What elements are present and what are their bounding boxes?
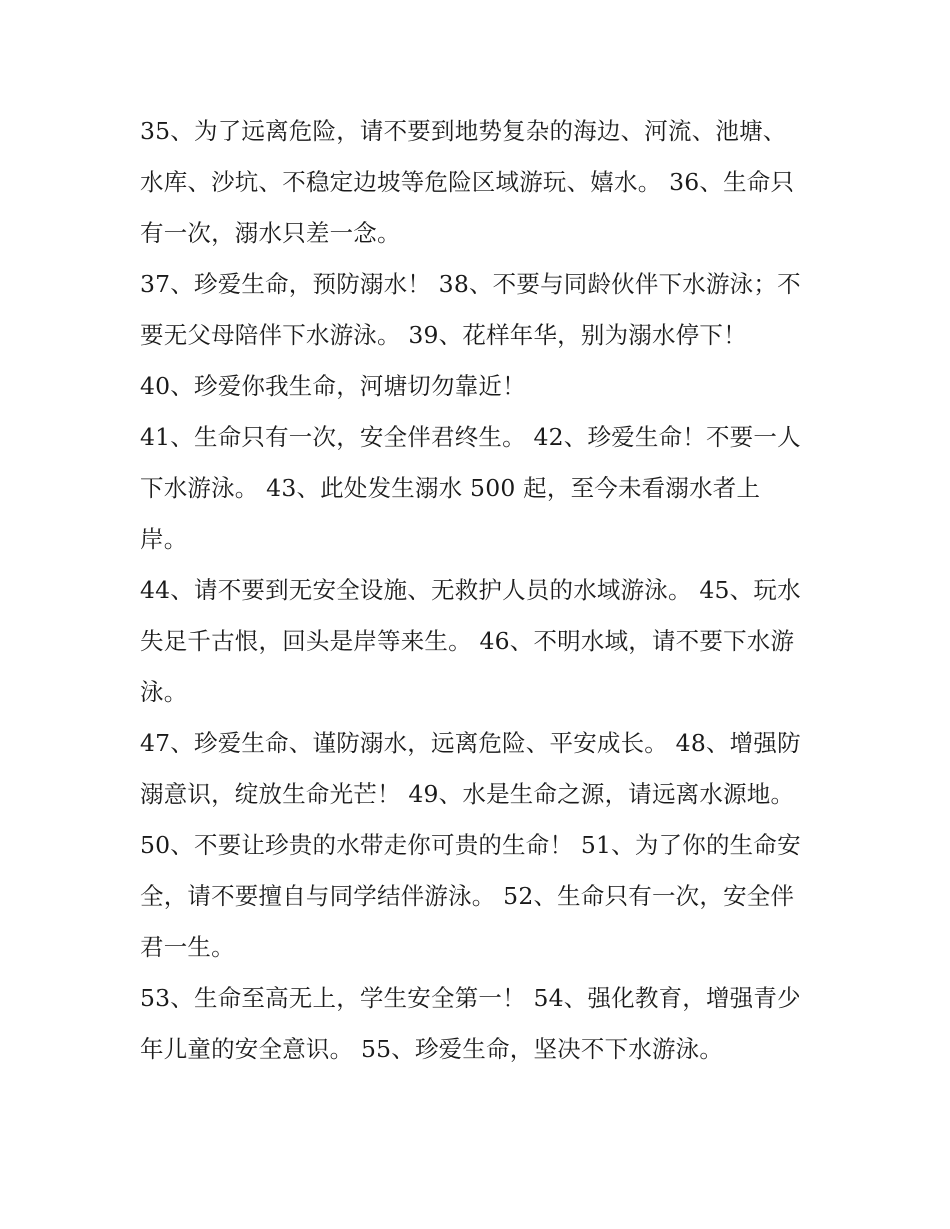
paragraph-8: 53、生命至高无上，学生安全第一！ 54、强化教育，增强青少年儿童的安全意识。 55、珍爱生命，坚决不下水游泳。: [140, 984, 801, 1063]
paragraph-2: 37、珍爱生命，预防溺水！ 38、不要与同龄伙伴下水游泳；不要无父母陪伴下水游泳。 39、花样年华，别为溺水停下！: [140, 270, 801, 349]
paragraph-4: 41、生命只有一次，安全伴君终生。 42、珍爱生命！不要一人下水游泳。 43、此处发生溺水 500 起，至今未看溺水者上岸。: [140, 423, 801, 553]
paragraph-5: 44、请不要到无安全设施、无救护人员的水域游泳。 45、玩水失足千古恨，回头是岸等来生。 46、不明水域，请不要下水游泳。: [140, 576, 801, 706]
paragraph-6: 47、珍爱生命、谨防溺水，远离危险、平安成长。 48、增强防溺意识，绽放生命光芒！ 49、水是生命之源，请远离水源地。: [140, 729, 801, 808]
paragraph-3: 40、珍爱你我生命，河塘切勿靠近！: [140, 372, 526, 400]
document-page: [140, 106, 805, 1075]
paragraph-7: 50、不要让珍贵的水带走你可贵的生命！ 51、为了你的生命安全，请不要擅自与同学结伴游泳。 52、生命只有一次，安全伴君一生。: [140, 831, 801, 961]
paragraph-1: 35、为了远离危险，请不要到地势复杂的海边、河流、池塘、水库、沙坑、不稳定边坡等危险区域游玩、嬉水。 36、生命只有一次，溺水只差一念。: [140, 117, 795, 247]
